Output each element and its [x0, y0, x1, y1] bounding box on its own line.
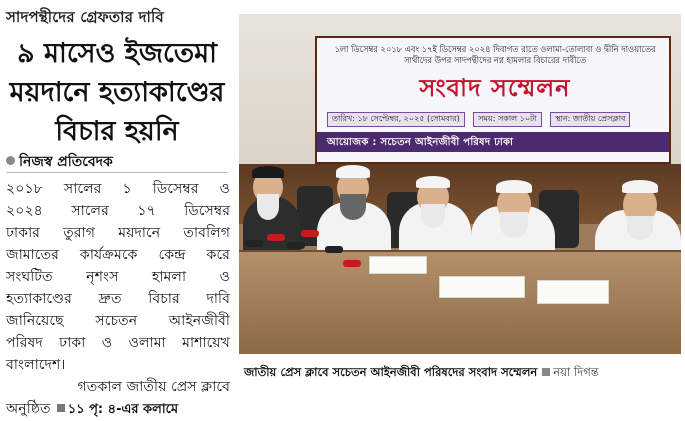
body-line: ঢাকার তুরাগ ময়দানে তাবলিগ [6, 225, 230, 241]
body-line: ২০১৮ সালের ১ ডিসেম্বর ও [6, 181, 230, 197]
body-line-start: অনুষ্ঠিত [6, 401, 51, 417]
body-line: বাংলাদেশ। [6, 357, 66, 373]
body-line: ২০২৪ সালের ১৭ ডিসেম্বর [6, 203, 230, 219]
banner-details [327, 112, 663, 127]
paper [439, 276, 525, 298]
banner-title: সংবাদ সম্মেলন [419, 73, 571, 102]
body-line: জানিয়েছে সচেতন আইনজীবী [6, 313, 230, 329]
microphone-icon [301, 230, 319, 237]
microphone-icon [343, 260, 361, 267]
paper [369, 256, 427, 274]
body-line-last [6, 398, 230, 421]
banner-venue: স্থান: জাতীয় প্রেসক্লাব [550, 112, 630, 127]
headline-line-3: বিচার হয়নি [55, 116, 179, 147]
byline [6, 150, 113, 174]
article-headline [4, 34, 230, 151]
banner-subtitle: ১লা ডিসেম্বর ২০১৮ এবং ১৭ই ডিসেম্বর ২০২৪ দিবাগত রাতে ওলামা-তোলাবা ও দ্বীনি দাওয়াতের সাথীদের উপর সাদপন্থীদের নগ্ন হামলার বিচারের দাবীতে [334, 44, 656, 65]
article-body [6, 178, 230, 421]
table [239, 252, 681, 354]
bullet-icon [6, 156, 15, 165]
microphone-icon [325, 246, 343, 253]
microphone-icon [267, 234, 285, 241]
press-conference-photo [239, 14, 681, 354]
microphone-icon [245, 240, 263, 247]
jump-marker-icon [57, 404, 65, 412]
divider [6, 172, 228, 173]
caption-separator-icon [542, 368, 550, 376]
article-kicker: সাদপন্থীদের গ্রেফতার দাবি [6, 8, 164, 26]
body-line: গতকাল জাতীয় প্রেস ক্লাবে [77, 379, 230, 395]
headline-line-2: ময়দানে হত্যাকাণ্ডের [9, 77, 225, 108]
body-line: সংঘটিত নৃশংস হামলা ও [6, 269, 230, 285]
photo-credit: নয়া দিগন্ত [553, 365, 599, 379]
microphone-icon [287, 242, 305, 249]
article-column [0, 0, 232, 417]
headline-line-1: ৯ মাসেও ইজতেমা [17, 38, 217, 69]
banner-time: সময়: সকাল ১০টা [473, 112, 541, 127]
banner-date: তারিখ: ১৮ সেপ্টেম্বর, ২০২৫ (সোমবার) [327, 112, 465, 127]
paper [537, 280, 609, 304]
caption-text: জাতীয় প্রেস ক্লাবে সচেতন আইনজীবী পরিষদের সংবাদ সম্মেলন [244, 365, 538, 379]
body-line: হত্যাকাণ্ডের দ্রুত বিচার দাবি [6, 291, 230, 307]
body-line: জামাতের কার্যক্রমকে কেন্দ্র করে [6, 247, 230, 263]
photo-caption [244, 364, 680, 383]
byline-text: নিজস্ব প্রতিবেদক [19, 154, 113, 170]
continuation-link[interactable]: ১১ পৃ: ৪-এর কলামে [67, 402, 179, 417]
body-line: পরিষদ ঢাকা ও ওলামা মাশায়েখ [6, 335, 230, 351]
event-banner [315, 36, 671, 164]
banner-organizer: আয়োজক : সচেতন আইনজীবী পরিষদ ঢাকা [327, 137, 514, 148]
